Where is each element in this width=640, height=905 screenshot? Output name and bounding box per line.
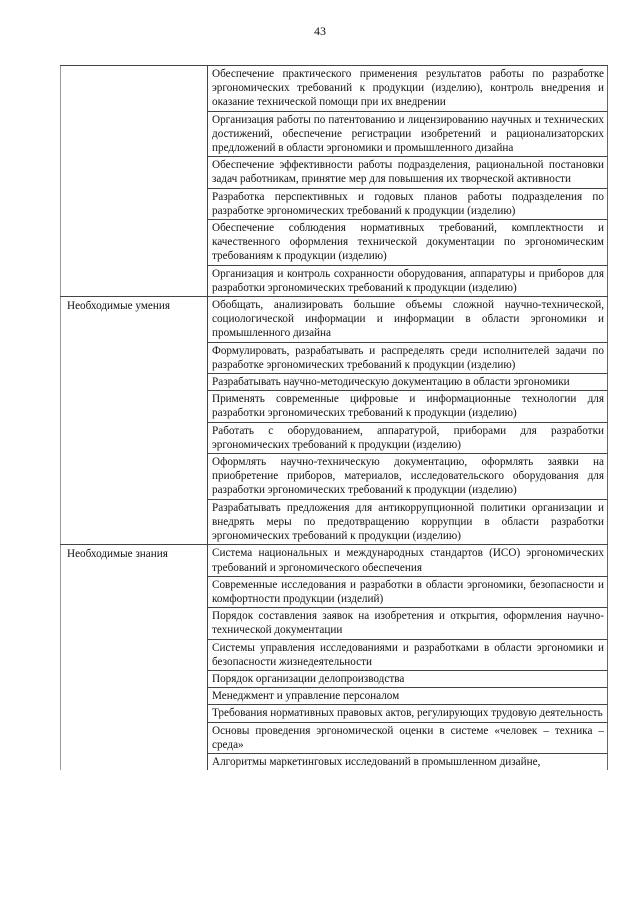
table-cell: Менеджмент и управление персоналом (208, 688, 608, 705)
section-items (208, 297, 608, 544)
section-label: Необходимые знания (60, 545, 208, 770)
table-cell: Система национальных и международных стандартов (ИСО) эргономических требований и эргономического обеспечения (208, 545, 608, 576)
table-cell: Работать с оборудованием, аппаратурой, приборами для разработки эргономических требований к продукции (изделию) (208, 423, 608, 454)
table-cell: Разработка перспективных и годовых планов работы подразделения по разработке эргономических требований к продукции (изделию) (208, 189, 608, 220)
table-cell: Алгоритмы маркетинговых исследований в промышленном дизайне, (208, 754, 608, 770)
table-cell: Применять современные цифровые и информационные технологии для разработки эргономических требований к продукции (изделию) (208, 391, 608, 422)
table-cell: Организация и контроль сохранности оборудования, аппаратуры и приборов для разработки эргономических требований к продукции (изделию) (208, 266, 608, 296)
table-cell: Организация работы по патентованию и лицензированию научных и технических достижений, обеспечение регистрации изобретений и рационализаторских предложений в области эргономики и промышленного дизайна (208, 112, 608, 158)
section-functions (60, 66, 608, 297)
table-cell: Обеспечение практического применения результатов работы по разработке эргономических требований к продукции (изделию), контроль внедрения и оказание технической помощи при их внедрении (208, 66, 608, 112)
requirements-table (60, 65, 608, 770)
page-number: 43 (314, 24, 326, 38)
table-cell: Разрабатывать предложения для антикоррупционной политики организации и внедрять меры по предотвращению коррупции в области разработки эргономических требований к продукции (изделию) (208, 500, 608, 545)
section-label: Необходимые умения (60, 297, 208, 544)
table-cell: Оформлять научно-техническую документацию, оформлять заявки на приобретение приборов, материалов, исследовательского оборудования для разработки эргономических требований к продукции (изделию) (208, 454, 608, 500)
table-cell: Обеспечение соблюдения нормативных требований, комплектности и качественного оформления технической документации по эргономическим требованиям к продукции (изделию) (208, 220, 608, 266)
section-knowledge (60, 545, 608, 770)
table-cell: Формулировать, разрабатывать и распределять среди исполнителей задачи по разработке эргономических требований к продукции (изделию) (208, 343, 608, 374)
table-cell: Порядок организации делопроизводства (208, 671, 608, 688)
table-cell: Разрабатывать научно-методическую документацию в области эргономики (208, 374, 608, 391)
table-cell: Обеспечение эффективности работы подразделения, рациональной постановки задач работникам, принятие мер для повышения их творческой активности (208, 157, 608, 188)
section-items (208, 545, 608, 770)
section-items (208, 66, 608, 296)
table-cell: Основы проведения эргономической оценки в системе «человек – техника – среда» (208, 723, 608, 754)
section-label (60, 66, 208, 296)
table-cell: Современные исследования и разработки в области эргономики, безопасности и комфортности продукции (изделий) (208, 577, 608, 608)
table-cell: Обобщать, анализировать большие объемы сложной научно-технической, социологической информации и информации в области эргономики и промышленного дизайна (208, 297, 608, 343)
table-cell: Системы управления исследованиями и разработками в области эргономики и безопасности жизнедеятельности (208, 640, 608, 671)
table-cell: Требования нормативных правовых актов, регулирующих трудовую деятельность (208, 705, 608, 722)
section-skills (60, 297, 608, 545)
table-cell: Порядок составления заявок на изобретения и открытия, оформления научно-технической документации (208, 608, 608, 639)
